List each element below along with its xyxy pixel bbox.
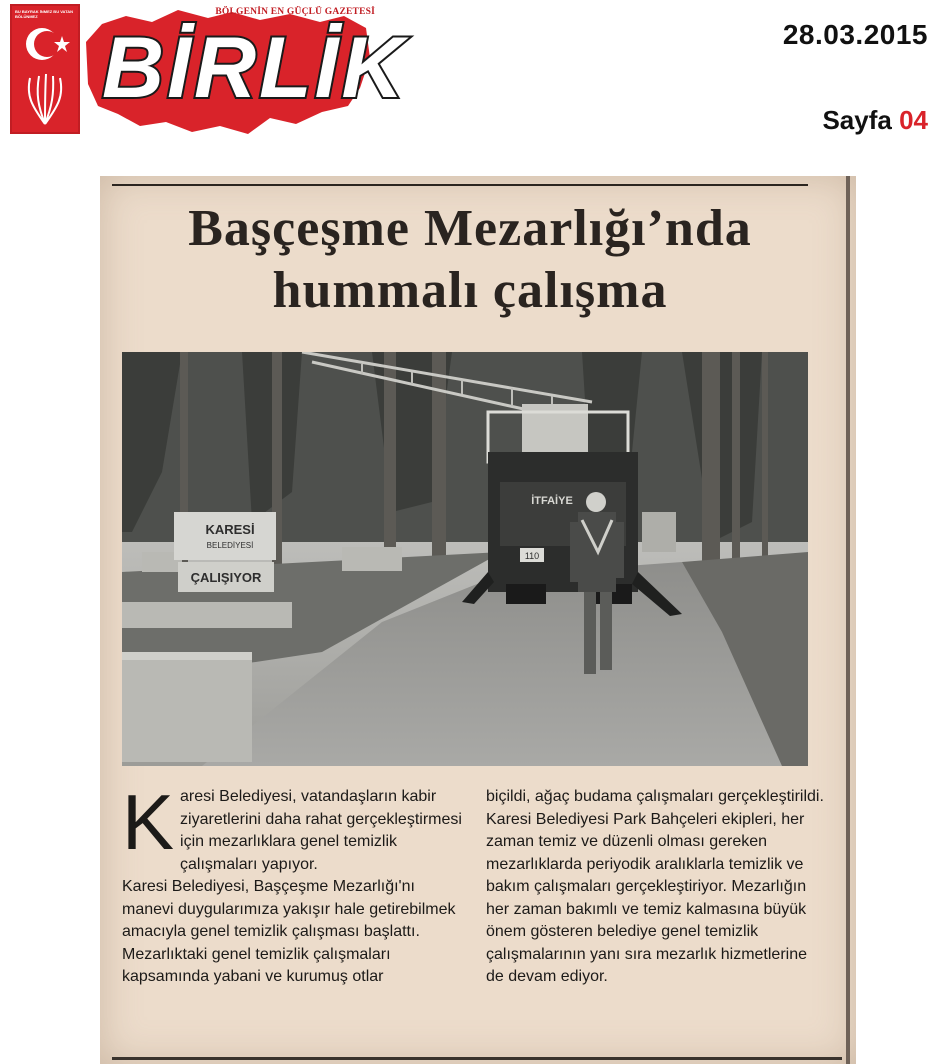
newspaper-logo: BİRLİK <box>102 20 407 116</box>
top-rule <box>112 184 808 186</box>
paragraph-1: aresi Belediyesi, vatandaşların kabir ziyaretlerini daha rahat gerçekleştirmesi için mezarlıklara genel temizlik çalışmaları yapıyor. <box>180 788 462 873</box>
article-photo <box>122 352 808 766</box>
flag-motto: BU BAYRAK İNMEZ BU VATAN BÖLÜNMEZ <box>15 9 74 19</box>
page-number <box>708 104 928 136</box>
slogan: BÖLGENİN EN GÜÇLÜ GAZETESİ <box>215 7 375 17</box>
dropcap: K <box>122 778 175 866</box>
page-number-value: 04 <box>899 105 928 135</box>
sign-belediyesi: BELEDİYESİ <box>206 541 254 550</box>
article-column-left <box>122 778 464 989</box>
headline-line-2: hummalı çalışma <box>272 262 668 319</box>
cemetery-photo <box>122 352 808 766</box>
article-column-right <box>486 786 828 989</box>
truck-label: İTFAİYE <box>531 495 573 507</box>
sign-calisiyor: ÇALIŞIYOR <box>190 570 262 585</box>
issue-date: 28.03.2015 <box>782 19 928 50</box>
paper-edge <box>846 176 850 1064</box>
flag-logo <box>10 4 80 134</box>
bottom-rule <box>112 1057 842 1060</box>
headline <box>100 198 840 322</box>
masthead <box>10 2 407 147</box>
paragraph-3: biçildi, ağaç budama çalışmaları gerçekleştirildi. Karesi Belediyesi Park Bahçeleri ekipleri, her zaman temiz ve düzenli olması gereken mezarlıklarda periyodik aralıklarla temizlik ve bakım çalışmaları gerçekleştiriyor. Mezarlığın her zaman bakımlı ve temiz kalmasına büyük önem gösteren belediye genel temizlik çalışmalarının yanı sıra mezarlık hizmetlerine de devam ediyor. <box>486 788 824 985</box>
paragraph-2: Karesi Belediyesi, Başçeşme Mezarlığı'nı manevi duygularımıza yakışır hale getirebilmek amacıyla genel temizlik çalışması başlattı. Mezarlıktaki genel temizlik çalışmaları kapsamında yabani ve kurumuş otlar <box>122 878 456 985</box>
crescent-star-icon <box>12 6 78 132</box>
newspaper-clipping <box>100 176 856 1064</box>
truck-number: 110 <box>524 551 540 561</box>
sign-karesi: KARESİ <box>205 522 255 537</box>
page-label-text: Sayfa <box>822 105 892 135</box>
headline-line-1: Başçeşme Mezarlığı’nda <box>188 200 752 257</box>
